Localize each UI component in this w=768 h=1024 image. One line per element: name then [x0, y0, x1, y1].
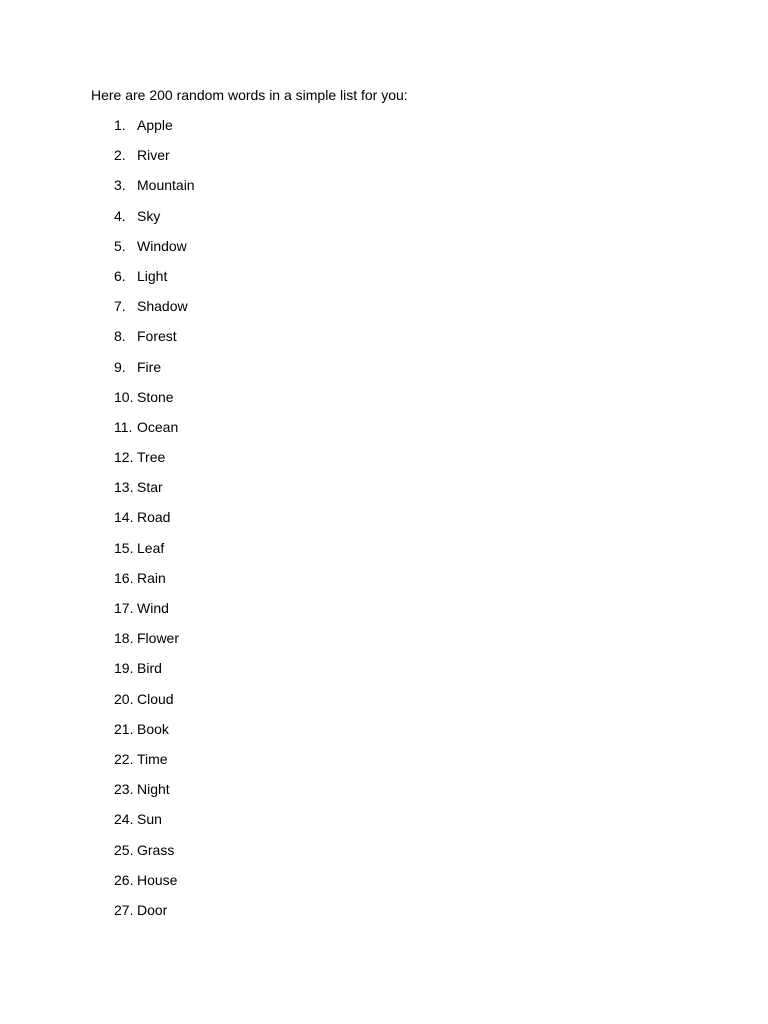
list-item-number: 3.: [114, 177, 126, 194]
list-item-word: Mountain: [137, 177, 195, 194]
list-item-number: 20.: [114, 690, 134, 707]
list-item-number: 4.: [114, 207, 126, 224]
list-item-number: 27.: [114, 901, 134, 918]
list-item-number: 10.: [114, 388, 134, 405]
list-item-word: Road: [137, 509, 171, 526]
list-item-word: Flower: [137, 630, 180, 647]
list-item-number: 6.: [114, 267, 126, 284]
list-item-number: 25.: [114, 841, 134, 858]
list-item-number: 17.: [114, 600, 134, 616]
list-item-word: Rain: [137, 569, 166, 586]
list-item-word: Forest: [137, 328, 177, 345]
list-item-number: 8.: [114, 328, 126, 345]
list-item-word: House: [137, 871, 178, 888]
list-item-number: 26.: [114, 871, 134, 888]
list-item-word: Cloud: [137, 690, 174, 707]
intro-paragraph: Here are 200 random words in a simple list for you:: [91, 87, 408, 103]
list-item-word: Sky: [137, 207, 161, 224]
list-item-word: Time: [137, 750, 168, 767]
list-item-word: Wind: [137, 600, 169, 616]
list-item-number: 18.: [114, 630, 134, 647]
list-item-word: Door: [137, 901, 168, 918]
list-item-number: 16.: [114, 569, 134, 586]
list-item-word: Window: [137, 237, 187, 254]
list-item-number: 23.: [114, 781, 134, 798]
list-item-word: River: [137, 147, 170, 164]
list-item-word: Book: [137, 720, 169, 737]
list-item-word: Fire: [137, 358, 162, 375]
list-item-word: Shadow: [137, 298, 188, 315]
list-item-word: Apple: [137, 117, 173, 133]
list-item-number: 7.: [114, 298, 126, 315]
list-item-word: Night: [137, 781, 170, 798]
list-item-word: Ocean: [137, 418, 179, 435]
list-item-number: 1.: [114, 117, 126, 133]
list-item-number: 2.: [114, 147, 126, 164]
list-item-number: 13.: [114, 479, 134, 496]
list-item-word: Bird: [137, 660, 162, 677]
list-item-word: Leaf: [137, 539, 165, 556]
list-item-word: Sun: [137, 811, 162, 828]
list-item-number: 5.: [114, 237, 126, 254]
list-item-number: 24.: [114, 811, 134, 828]
list-item-number: 19.: [114, 660, 134, 677]
list-item-word: Tree: [137, 449, 166, 466]
list-item-number: 15.: [114, 539, 134, 556]
list-item-number: 12.: [114, 449, 134, 466]
list-item-number: 14.: [114, 509, 134, 526]
list-item-word: Star: [137, 479, 163, 496]
list-item-number: 9.: [114, 358, 126, 375]
list-item-word: Light: [137, 267, 168, 284]
list-item-word: Grass: [137, 841, 175, 858]
list-item-number: 22.: [114, 750, 134, 767]
list-item-number: 11.: [114, 418, 133, 435]
list-item-word: Stone: [137, 388, 174, 405]
list-item-number: 21.: [114, 720, 134, 737]
